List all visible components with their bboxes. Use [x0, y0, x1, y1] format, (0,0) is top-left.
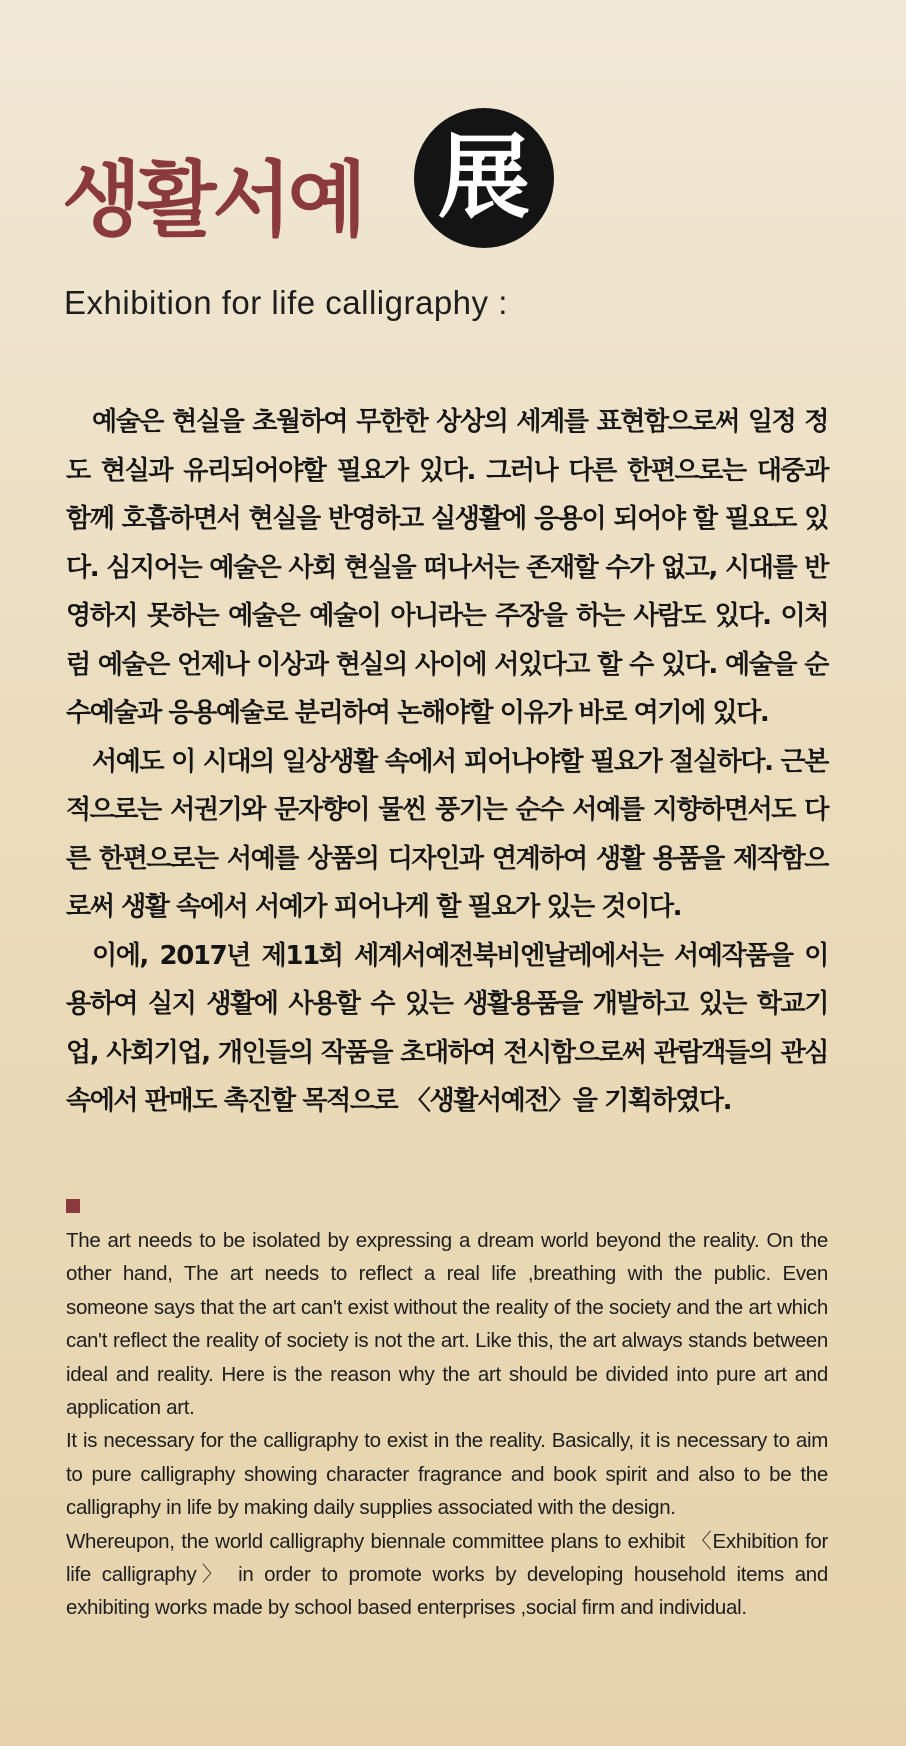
korean-paragraph-2: 서예도 이 시대의 일상생활 속에서 피어나야할 필요가 절실하다. 근본적으로는 서권기와 문자향이 물씬 풍기는 순수 서예를 지향하면서도 다른 한편으로는 서예를 상품의 디자인과 연계하여 생활 용품을 제작함으로써 생활 속에서 서예가 피어나게 할 필요가 있는 것이다.	[66, 746, 828, 922]
korean-description	[66, 398, 828, 1126]
english-description	[66, 1224, 828, 1625]
korean-paragraph-1: 예술은 현실을 초월하여 무한한 상상의 세계를 표현함으로써 일정 정도 현실과 유리되어야할 필요가 있다. 그러나 다른 한편으로는 대중과 함께 호흡하면서 현실을 반영하고 실생활에 응용이 되어야 할 필요도 있다. 심지어는 예술은 사회 현실을 떠나서는 존재할 수가 없고, 시대를 반영하지 못하는 예술은 예술이 아니라는 주장을 하는 사람도 있다. 이처럼 예술은 언제나 이상과 현실의 사이에 서있다고 할 수 있다. 예술을 순수예술과 응용예술로 분리하여 논해야할 이유가 바로 여기에 있다.	[66, 407, 828, 728]
exhibition-badge: 展	[414, 108, 554, 248]
title-block	[62, 108, 662, 278]
english-paragraph-2: It is necessary for the calligraphy to exist in the reality. Basically, it is necessary to aim to pure calligraphy showing character fragrance and book spirit and also to be the calligraphy in life by making daily supplies associated with the design.	[66, 1429, 828, 1520]
english-subtitle: Exhibition for life calligraphy :	[64, 284, 508, 321]
korean-title: 생활서예	[62, 153, 363, 248]
korean-paragraph-3: 이에, 2017년 제11회 세계서예전북비엔날레에서는 서예작품을 이용하여 실지 생활에 사용할 수 있는 생활용품을 개발하고 있는 학교기업, 사회기업, 개인들의 작품을 초대하여 전시함으로써 관람객들의 관심 속에서 판매도 촉진할 목적으로 〈생활서예전〉을 기획하였다.	[66, 940, 828, 1116]
english-paragraph-3: Whereupon, the world calligraphy biennale committee plans to exhibit 〈Exhibition for life calligraphy〉 in order to promote works by developing household items and exhibiting works made by school based enterprises ,social firm and individual.	[66, 1529, 828, 1620]
section-bullet-icon	[66, 1199, 80, 1213]
english-paragraph-1: The art needs to be isolated by expressing a dream world beyond the reality. On the other hand, The art needs to reflect a real life ,breathing with the public. Even someone says that the art can't exist without the reality of the society and the art which can't reflect the reality of society is not the art. Like this, the art always stands between ideal and reality. Here is the reason why the art should be divided into pure art and application art.	[66, 1229, 828, 1420]
